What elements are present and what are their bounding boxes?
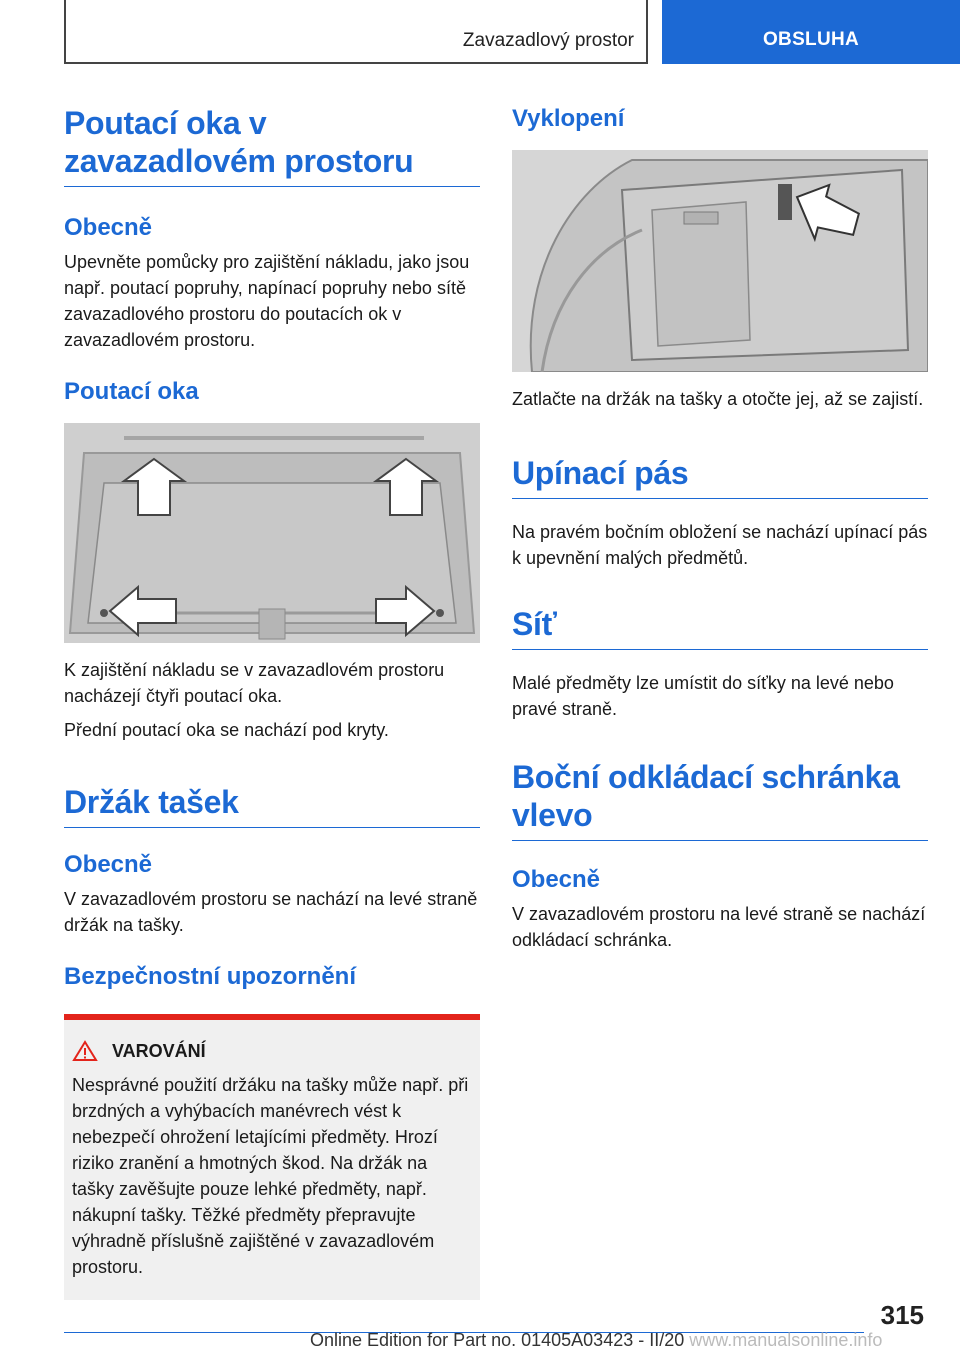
title-line-1: Poutací oka v bbox=[64, 105, 267, 141]
warning-box bbox=[64, 1014, 480, 1300]
watermark-text: www.manualsonline.info bbox=[689, 1330, 883, 1350]
footer-edition bbox=[310, 1330, 882, 1351]
page-number: 315 bbox=[880, 1300, 924, 1330]
section-title-lashing-eyes bbox=[64, 104, 480, 187]
warning-text: Nesprávné použití držáku na tašky může např. při brzdných a vyhýbacích manévrech vést k nebezpečí ohrožení letajícími předměty. Hrozí riziko zranění a hmotných škod. Na držák na tašky zavěšujte pouze lehké předměty, např. nákupní tašky. Těžké předměty přepravujte výhradně příslušně zajištěné v zavazadlovém prostoru. bbox=[72, 1075, 469, 1277]
strap-paragraph: Na pravém bočním obložení se nachází upínací pás k upevnění malých předmětů. bbox=[512, 522, 928, 568]
title-line-2: zavazadlovém prostoru bbox=[64, 143, 414, 179]
lashing-eyes-paragraph-1: K zajištění nákladu se v zavazadlovém prostoru nacházejí čtyři poutací oka. bbox=[64, 660, 445, 706]
cargo-area-image bbox=[64, 423, 480, 643]
general-paragraph: Upevněte pomůcky pro zajištění nákladu, jako jsou např. poutací popruhy, napínací popruhy nebo sítě zavazadlového prostoru do poutacích ok v zavazadlovém prostoru. bbox=[64, 252, 470, 350]
subheading-compartment-general: Obecně bbox=[512, 866, 601, 893]
header-chapter-tab: OBSLUHA bbox=[662, 0, 960, 64]
fold-out-paragraph: Zatlačte na držák na tašky a otočte jej, až se zajistí. bbox=[512, 389, 924, 409]
warning-title-row bbox=[72, 1040, 472, 1062]
header-section-title: Zavazadlový prostor bbox=[462, 30, 634, 51]
edition-text: Online Edition for Part no. 01405A03423 - II/20 bbox=[310, 1330, 685, 1350]
subheading-general: Obecně bbox=[64, 214, 153, 241]
subheading-fold-out: Vyklopení bbox=[512, 105, 625, 132]
bag-general-paragraph: V zavazadlovém prostoru se nachází na levé straně držák na tašky. bbox=[64, 889, 478, 935]
warning-title: VAROVÁNÍ bbox=[112, 1040, 206, 1061]
section-title-net: Síť bbox=[512, 605, 928, 650]
bag-holder-illustration bbox=[512, 150, 928, 372]
section-title-bag-holder: Držák tašek bbox=[64, 783, 480, 828]
net-paragraph: Malé předměty lze umístit do síťky na levé nebo pravé straně. bbox=[512, 673, 894, 719]
cargo-floor-illustration bbox=[64, 423, 480, 643]
subheading-safety: Bezpečnostní upozornění bbox=[64, 963, 357, 990]
compartment-general-paragraph: V zavazadlovém prostoru na levé straně se nachází odkládací schránka. bbox=[512, 904, 926, 950]
lashing-eyes-paragraph-2: Přední poutací oka se nachází pod kryty. bbox=[64, 720, 389, 740]
warning-triangle-icon bbox=[72, 1040, 98, 1062]
right-column bbox=[512, 104, 928, 953]
section-title-strap: Upínací pás bbox=[512, 454, 928, 499]
section-title-side-compartment: Boční odkládací schránka vlevo bbox=[512, 758, 928, 841]
bag-holder-image bbox=[512, 150, 928, 372]
subheading-lashing-eyes: Poutací oka bbox=[64, 378, 199, 405]
left-column bbox=[64, 104, 480, 1300]
subheading-bag-general: Obecně bbox=[64, 851, 153, 878]
